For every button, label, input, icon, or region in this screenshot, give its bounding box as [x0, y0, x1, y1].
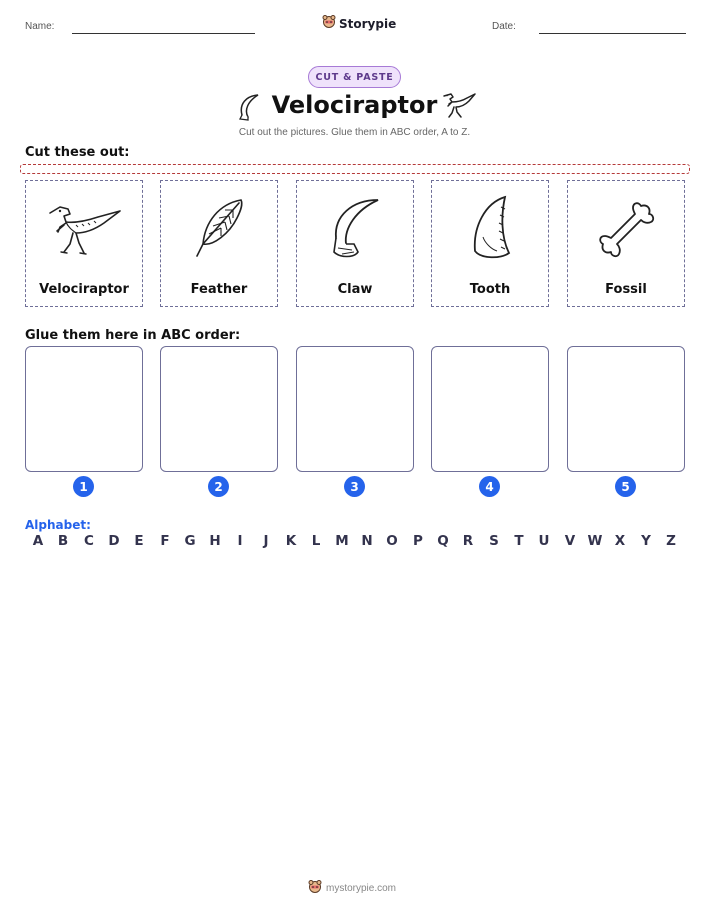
alphabet-letter: V: [564, 533, 576, 549]
brand-logo: [322, 14, 396, 33]
storypie-mascot-icon: [308, 879, 322, 898]
card-fossil[interactable]: [567, 180, 685, 307]
feather-icon: [161, 187, 277, 271]
velociraptor-icon: [26, 187, 142, 271]
instructions: Cut out the pictures. Glue them in ABC order, A to Z.: [238, 127, 471, 138]
card-label: Fossil: [605, 282, 647, 297]
card-label: Claw: [337, 282, 373, 297]
card-feather[interactable]: [160, 180, 278, 307]
alphabet-letter: J: [263, 533, 269, 549]
glue-slot-5[interactable]: [567, 346, 685, 472]
glue-slot-3[interactable]: [296, 346, 414, 472]
slot-number: 1: [73, 476, 94, 497]
activity-badge: CUT & PASTE: [308, 66, 401, 88]
glue-slot-1[interactable]: [25, 346, 143, 472]
velociraptor-icon: [440, 90, 476, 124]
alphabet-letter: K: [285, 533, 297, 549]
alphabet-letter: S: [489, 533, 499, 549]
date-label: Date:: [492, 21, 516, 32]
card-tooth[interactable]: [431, 180, 549, 307]
card-label: Tooth: [469, 282, 511, 297]
glue-slot-4[interactable]: [431, 346, 549, 472]
card-claw[interactable]: [296, 180, 414, 307]
bone-icon: [568, 187, 684, 271]
alphabet-letter: A: [32, 533, 44, 549]
slot-number: 4: [479, 476, 500, 497]
alphabet-letter: L: [311, 533, 321, 549]
footer: [308, 879, 396, 898]
claw-icon: [297, 187, 413, 271]
alphabet-letter: E: [134, 533, 144, 549]
alphabet-letter: X: [614, 533, 626, 549]
card-label: Velociraptor: [39, 282, 129, 297]
alphabet-strip: [25, 533, 685, 551]
alphabet-letter: H: [209, 533, 221, 549]
alphabet-letter: Z: [666, 533, 676, 549]
alphabet-letter: F: [160, 533, 170, 549]
alphabet-letter: P: [413, 533, 423, 549]
alphabet-letter: W: [587, 533, 603, 549]
cut-heading: Cut these out:: [25, 145, 130, 160]
alphabet-letter: D: [108, 533, 120, 549]
card-label: Feather: [190, 282, 248, 297]
alphabet-letter: G: [184, 533, 196, 549]
alphabet-letter: R: [462, 533, 474, 549]
glue-heading: Glue them here in ABC order:: [25, 328, 241, 343]
alphabet-letter: O: [386, 533, 398, 549]
alphabet-heading: Alphabet:: [25, 518, 91, 532]
slot-number: 2: [208, 476, 229, 497]
glue-slot-2[interactable]: [160, 346, 278, 472]
slot-number: 3: [344, 476, 365, 497]
alphabet-letter: I: [237, 533, 243, 549]
footer-url[interactable]: mystorypie.com: [326, 883, 397, 894]
date-line[interactable]: [539, 33, 686, 34]
slot-number: 5: [615, 476, 636, 497]
storypie-mascot-icon: [322, 14, 336, 33]
alphabet-letter: N: [361, 533, 373, 549]
cut-line: [20, 164, 690, 174]
brand-name: Storypie: [339, 16, 397, 31]
alphabet-letter: C: [84, 533, 94, 549]
alphabet-letter: Q: [437, 533, 449, 549]
card-velociraptor[interactable]: [25, 180, 143, 307]
alphabet-letter: T: [514, 533, 524, 549]
name-label: Name:: [25, 21, 55, 32]
page-title: Velociraptor: [271, 91, 438, 119]
alphabet-letter: U: [538, 533, 550, 549]
alphabet-letter: B: [57, 533, 69, 549]
alphabet-letter: M: [335, 533, 349, 549]
tooth-icon: [432, 187, 548, 271]
alphabet-letter: Y: [641, 533, 651, 549]
name-line[interactable]: [72, 33, 255, 34]
